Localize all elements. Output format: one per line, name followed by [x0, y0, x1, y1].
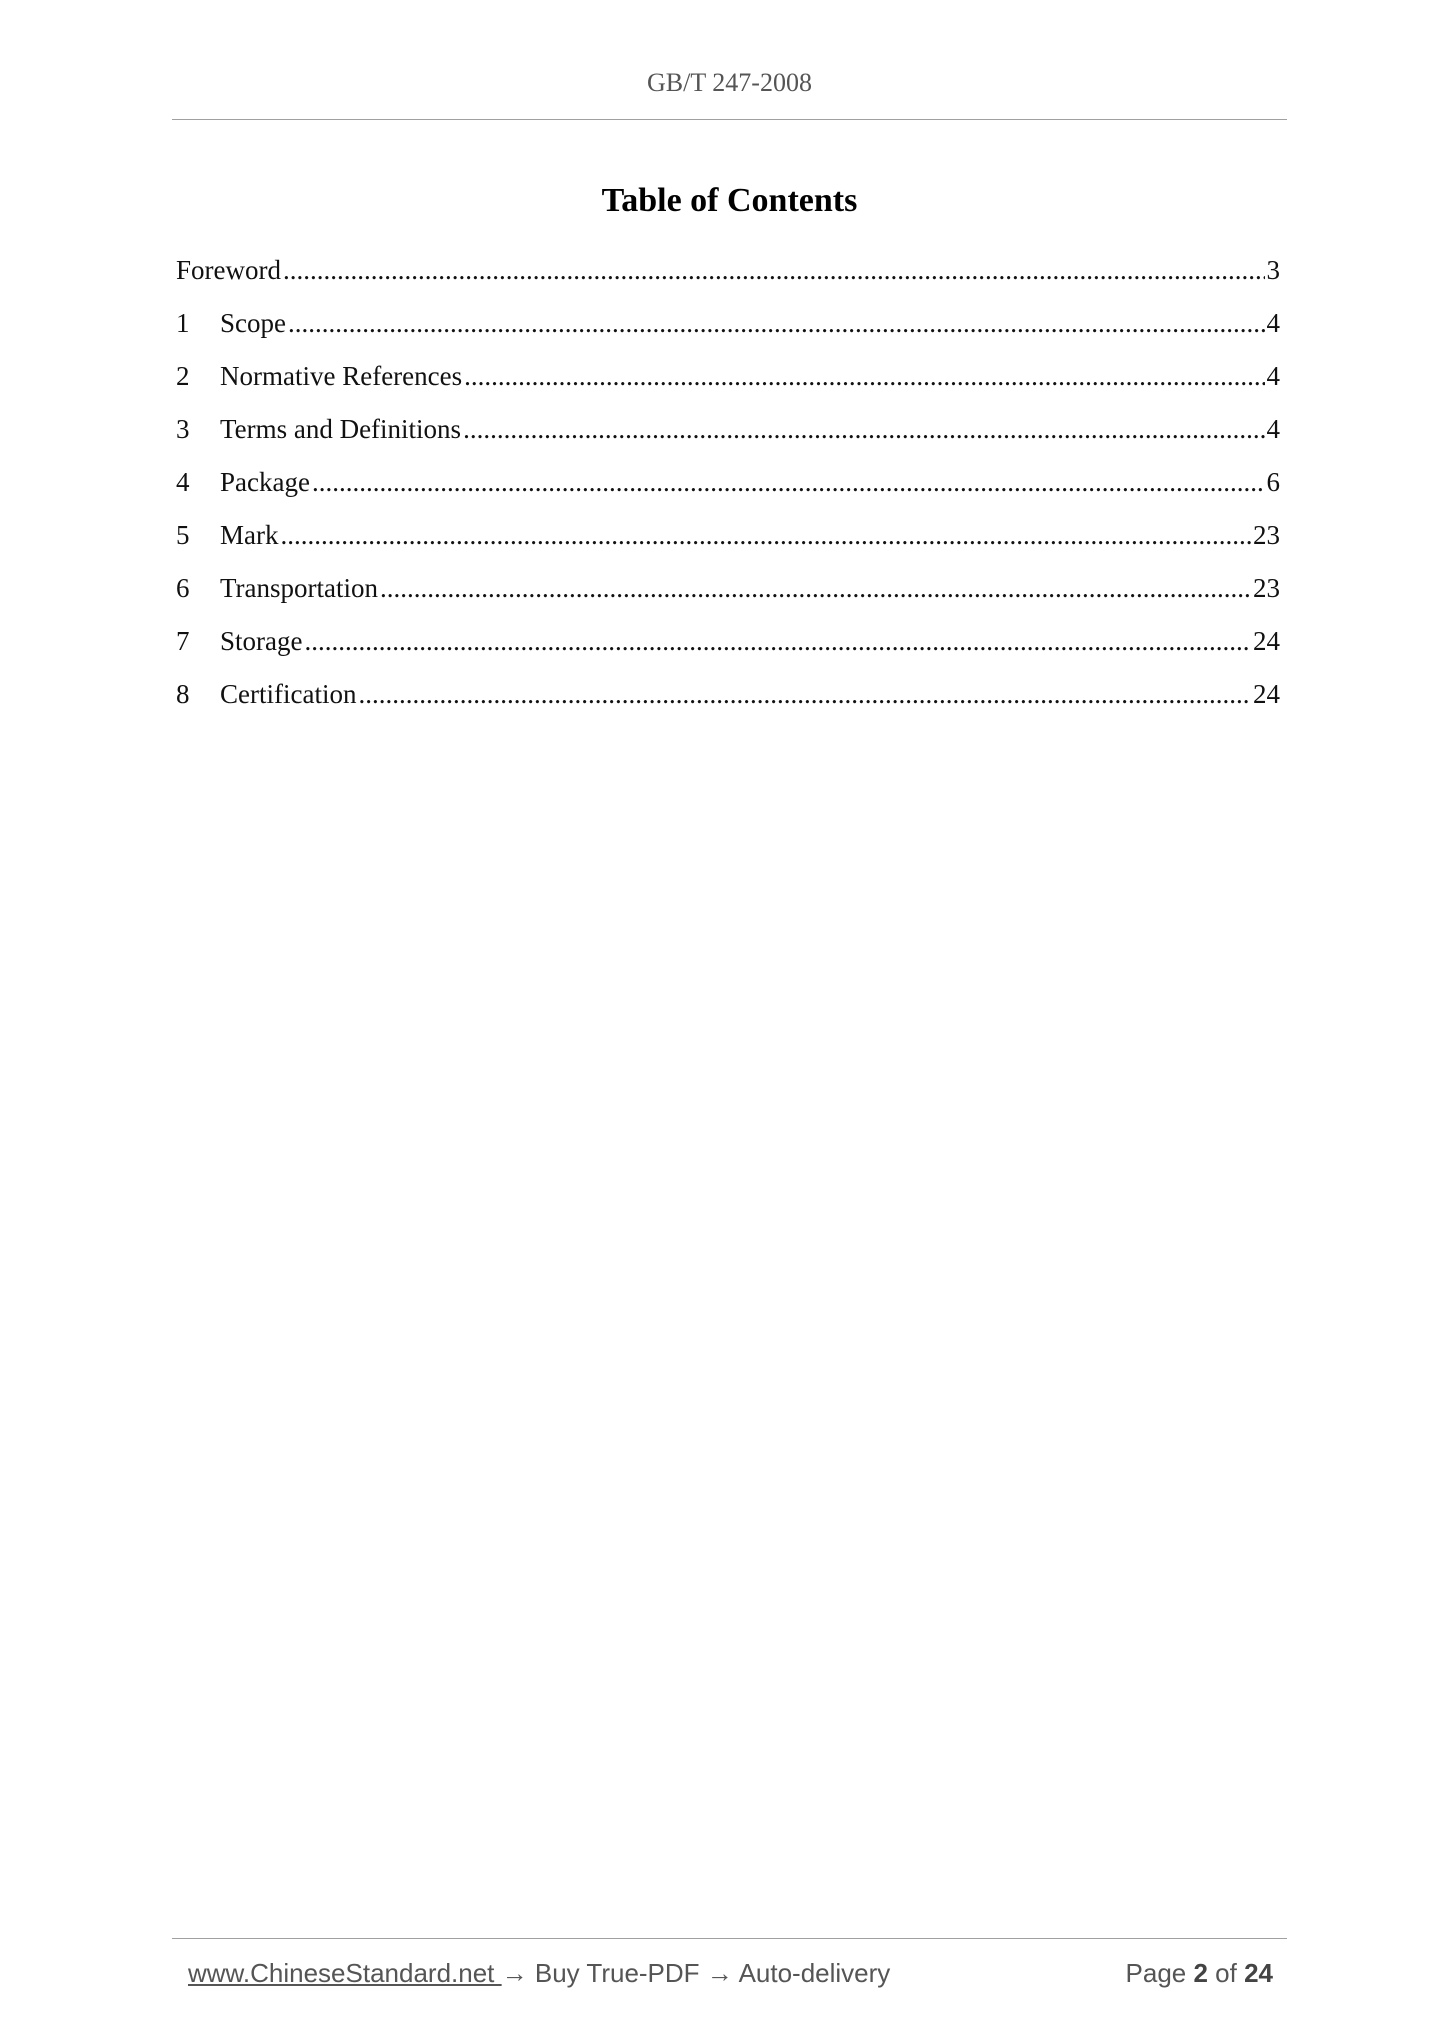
toc-entry-terms-and-definitions[interactable]	[176, 414, 1280, 467]
toc-entry-foreword[interactable]	[176, 255, 1280, 308]
toc-entry-title: Foreword	[176, 255, 281, 285]
buy-true-pdf-text: Buy True-PDF	[527, 1958, 707, 1988]
page-indicator	[1126, 1958, 1273, 1989]
table-of-contents	[176, 255, 1280, 732]
header-divider	[172, 119, 1287, 120]
toc-entry-storage[interactable]	[176, 626, 1280, 679]
toc-entry-title: Normative References	[220, 361, 463, 391]
footer-promo	[188, 1958, 890, 1989]
toc-entry-page: 4	[1266, 361, 1280, 391]
website-link[interactable]: www.ChineseStandard.net	[188, 1958, 502, 1988]
toc-entry-page: 6	[1266, 467, 1280, 497]
toc-entry-normative-references[interactable]	[176, 361, 1280, 414]
toc-entry-title: Transportation	[220, 573, 379, 603]
toc-leader-dots	[283, 255, 1265, 286]
toc-heading: Table of Contents	[601, 182, 858, 219]
toc-entry-title: Mark	[220, 520, 279, 550]
auto-delivery-text: Auto-delivery	[732, 1958, 891, 1988]
document-header-title: GB/T 247-2008	[647, 68, 812, 97]
toc-leader-dots	[288, 308, 1265, 339]
toc-entry-certification[interactable]	[176, 679, 1280, 732]
toc-entry-number: 4	[176, 467, 190, 497]
arrow-right-icon: →	[706, 1958, 733, 1988]
toc-entry-title: Package	[220, 467, 310, 497]
toc-entry-package[interactable]	[176, 467, 1280, 520]
toc-entry-page: 24	[1253, 626, 1280, 656]
toc-leader-dots	[464, 361, 1264, 392]
toc-entry-page: 23	[1253, 520, 1280, 550]
toc-leader-dots	[358, 679, 1251, 710]
page-footer	[188, 1958, 1273, 1994]
toc-leader-dots	[380, 573, 1251, 604]
arrow-right-icon: →	[501, 1958, 528, 1988]
page-of-label: of	[1207, 1958, 1245, 1988]
toc-entry-page: 3	[1266, 255, 1280, 285]
toc-entry-mark[interactable]	[176, 520, 1280, 573]
toc-entry-number: 5	[176, 520, 190, 550]
toc-entry-transportation[interactable]	[176, 573, 1280, 626]
toc-entry-title: Terms and Definitions	[220, 414, 462, 444]
toc-entry-number: 3	[176, 414, 190, 444]
toc-entry-title: Certification	[220, 679, 357, 709]
current-page-number: 2	[1193, 1958, 1208, 1988]
toc-entry-page: 23	[1253, 573, 1280, 603]
toc-leader-dots	[304, 626, 1251, 657]
toc-entry-scope[interactable]	[176, 308, 1280, 361]
toc-entry-number: 6	[176, 573, 190, 603]
toc-entry-page: 24	[1253, 679, 1280, 709]
page-label: Page	[1125, 1958, 1194, 1988]
toc-entry-number: 2	[176, 361, 190, 391]
toc-entry-title: Scope	[220, 308, 286, 338]
toc-entry-page: 4	[1266, 308, 1280, 338]
toc-entry-number: 8	[176, 679, 190, 709]
toc-entry-page: 4	[1266, 414, 1280, 444]
toc-entry-title: Storage	[220, 626, 303, 656]
toc-leader-dots	[280, 520, 1251, 551]
footer-divider	[172, 1938, 1287, 1939]
total-page-count: 24	[1244, 1958, 1273, 1988]
toc-entry-number: 7	[176, 626, 190, 656]
toc-leader-dots	[312, 467, 1265, 498]
toc-leader-dots	[463, 414, 1264, 445]
toc-entry-number: 1	[176, 308, 190, 338]
